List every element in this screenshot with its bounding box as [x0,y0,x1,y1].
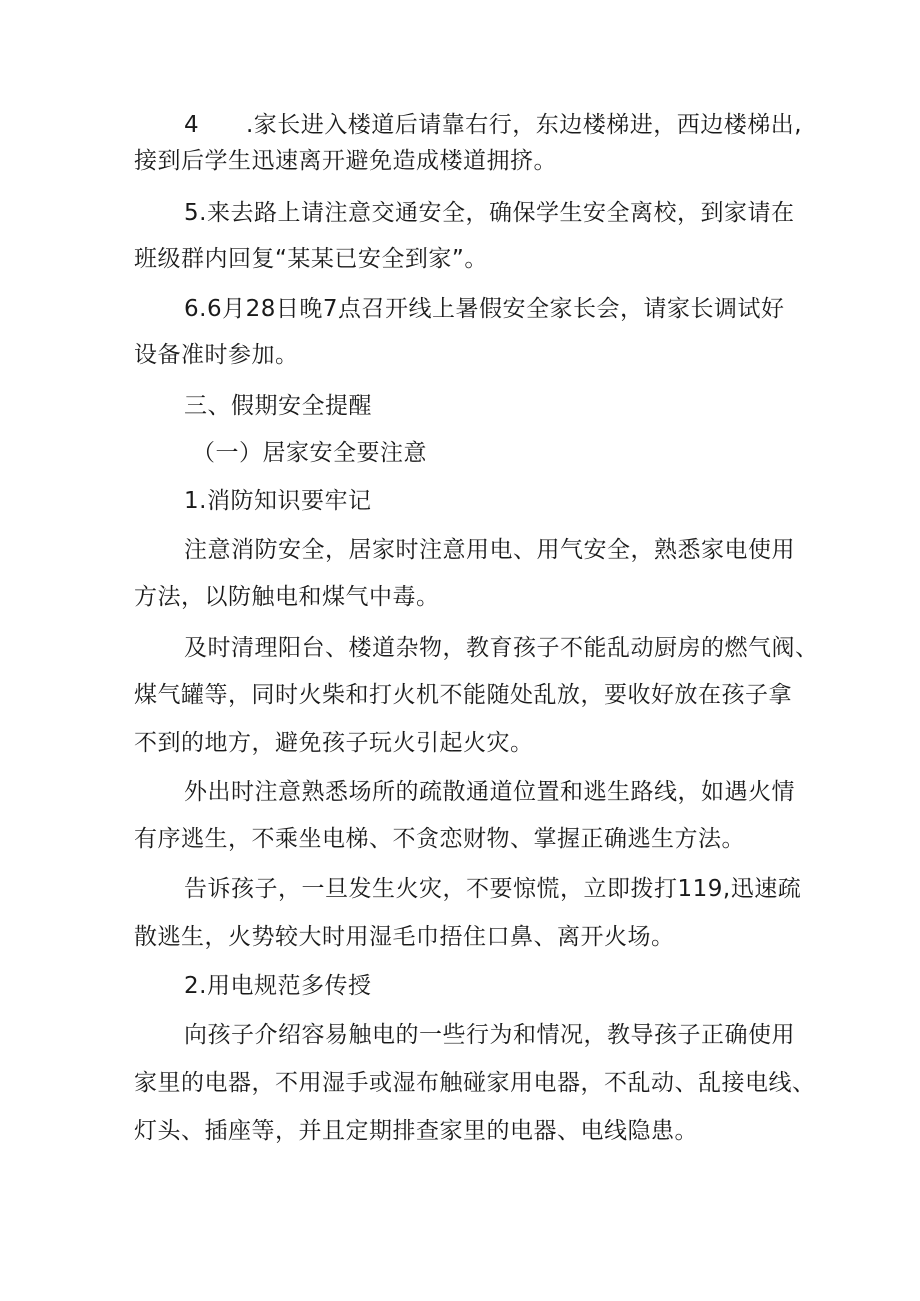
fire-paragraph-1-line-1: 注意消防安全，居家时注意用电、用气安全，熟悉家电使用 [184,537,795,563]
fire-paragraph-2-line-3: 不到的地方，避免孩子玩火引起火灾。 [134,730,534,756]
notice-item-4-line-1: 4 .家长进入楼道后请靠右行，东边楼梯进，西边楼梯出, [184,112,803,138]
fire-paragraph-2-line-2: 煤气罐等，同时火柴和打火机不能随处乱放，要收好放在孩子拿 [134,682,792,708]
section-heading-three: 三、假期安全提醒 [184,393,372,419]
topic-heading-fire: 1.消防知识要牢记 [184,488,372,514]
electricity-paragraph-line-2: 家里的电器，不用湿手或湿布触碰家用电器，不乱动、乱接电线、 [134,1070,816,1096]
electricity-paragraph-line-1: 向孩子介绍容易触电的一些行为和情况，教导孩子正确使用 [184,1022,795,1048]
fire-paragraph-2-line-1: 及时清理阳台、楼道杂物，教育孩子不能乱动厨房的燃气阀、 [184,635,819,661]
topic-heading-electricity: 2.用电规范多传授 [184,973,372,999]
notice-item-6-line-1: 6.6月28日晚7点召开线上暑假安全家长会，请家长调试好 [184,296,785,322]
fire-paragraph-1-line-2: 方法，以防触电和煤气中毒。 [134,584,440,610]
fire-paragraph-4-line-2: 散逃生，火势较大时用湿毛巾捂住口鼻、离开火场。 [134,924,675,950]
electricity-paragraph-line-3: 灯头、插座等，并且定期排查家里的电器、电线隐患。 [134,1118,698,1144]
subsection-heading-one: （一）居家安全要注意 [192,440,427,466]
fire-paragraph-3-line-2: 有序逃生，不乘坐电梯、不贪恋财物、掌握正确逃生方法。 [134,826,745,852]
fire-paragraph-4-line-1: 告诉孩子，一旦发生火灾，不要惊慌，立即拨打119,迅速疏 [184,876,802,902]
notice-item-4-line-2: 接到后学生迅速离开避免造成楼道拥挤。 [134,148,557,174]
fire-paragraph-3-line-1: 外出时注意熟悉场所的疏散通道位置和逃生路线，如遇火情 [184,779,795,805]
notice-item-6-line-2: 设备准时参加。 [134,342,299,368]
notice-item-5-line-1: 5.来去路上请注意交通安全，确保学生安全离校，到家请在 [184,200,795,226]
notice-item-5-line-2: 班级群内回复“某某已安全到家”。 [134,246,488,272]
